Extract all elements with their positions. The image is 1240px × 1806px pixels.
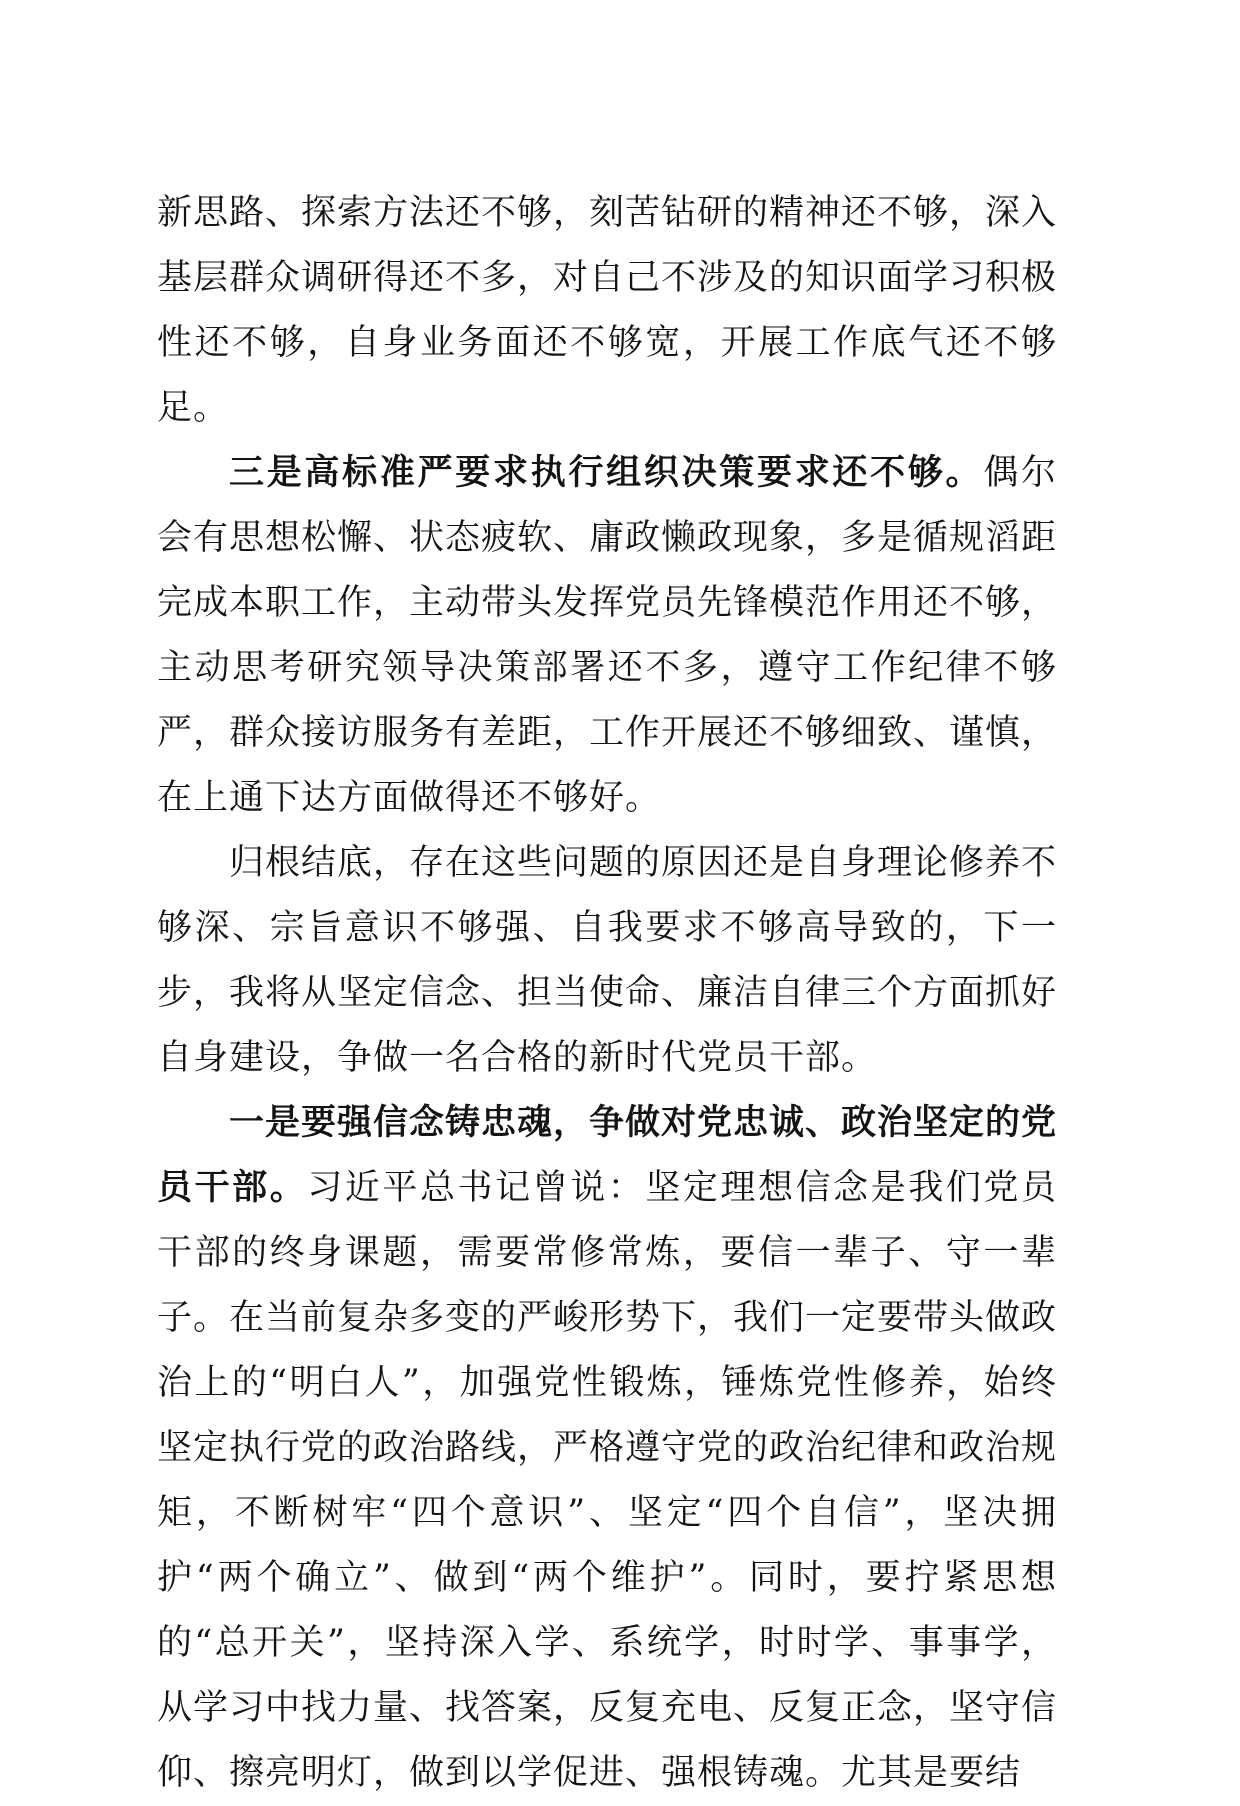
paragraph-text: 偶尔会有思想松懈、状态疲软、庸政懒政现象，多是循规滔距完成本职工作，主动带头发挥党员先锋模范作用还不够，主动思考研究领导决策部署还不多，遵守工作纪律不够严，群众接访服务有差距，工作开展还不够细致、谨慎，在上通下达方面做得还不够好。: [157, 453, 1058, 818]
paragraph-continuation: [157, 181, 1057, 441]
paragraph-text: 新思路、探索方法还不够，刻苦钻研的精神还不够，深入基层群众调研得还不多，对自己不涉及的知识面学习积极性还不够，自身业务面还不够宽，开展工作底气还不够足。: [157, 193, 1058, 428]
document-body: [157, 181, 1057, 1806]
paragraph-heading: 一是要强信念铸忠魂，争做对党忠诚、政治坚定的党员干部。: [157, 1103, 1058, 1208]
paragraph-summary: [157, 831, 1057, 1091]
paragraph-heading: 三是高标准严要求执行组织决策要求还不够。: [229, 453, 984, 493]
paragraph-point-one: [157, 1091, 1057, 1806]
paragraph-point-three: [157, 441, 1057, 831]
paragraph-text: 归根结底，存在这些问题的原因还是自身理论修养不够深、宗旨意识不够强、自我要求不够高导致的，下一步，我将从坚定信念、担当使命、廉洁自律三个方面抓好自身建设，争做一名合格的新时代党员干部。: [157, 843, 1058, 1078]
paragraph-text: 习近平总书记曾说：坚定理想信念是我们党员干部的终身课题，需要常修常炼，要信一辈子、守一辈子。在当前复杂多变的严峻形势下，我们一定要带头做政治上的“明白人”，加强党性锻炼，锤炼党性修养，始终坚定执行党的政治路线，严格遵守党的政治纪律和政治规矩，不断树牢“四个意识”、坚定“四个自信”，坚决拥护“两个确立”、做到“两个维护”。同时，要拧紧思想的“总开关”，坚持深入学、系统学，时时学、事事学，从学习中找力量、找答案，反复充电、反复正念，坚守信仰、擦亮明灯，做到以学促进、强根铸魂。尤其是要结: [157, 1168, 1058, 1793]
